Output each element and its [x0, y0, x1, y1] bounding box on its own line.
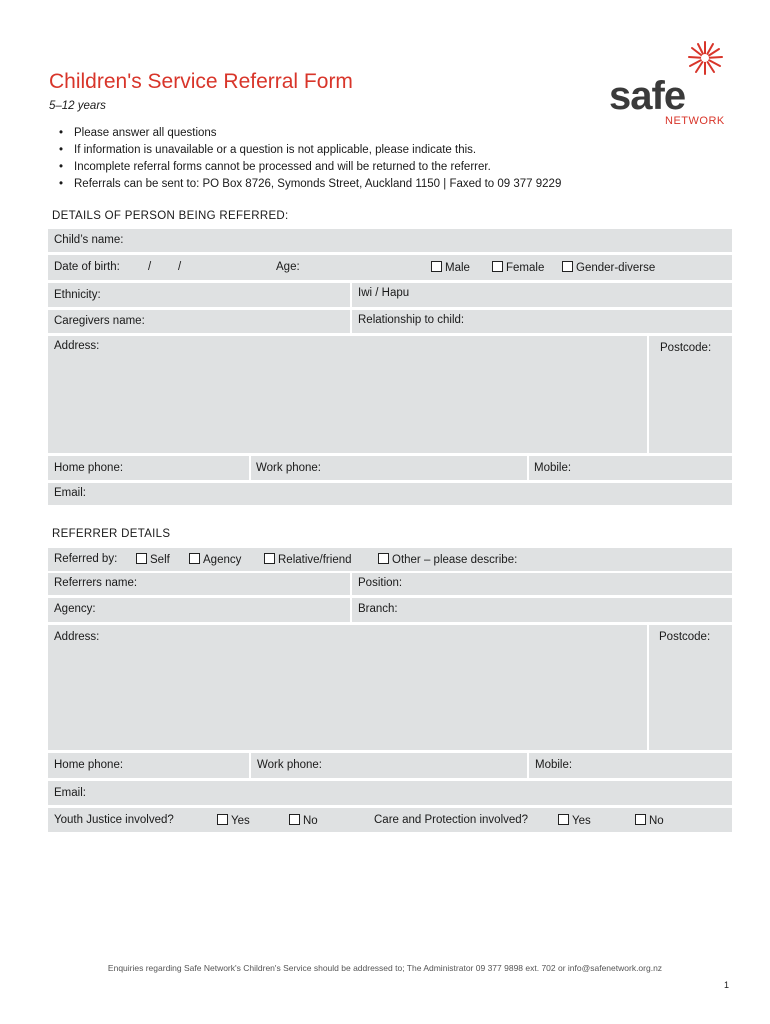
cell-divider: [350, 598, 352, 622]
home-phone-label: Home phone:: [54, 759, 124, 771]
referrer-email-field[interactable]: [48, 781, 732, 805]
instruction-item: • Incomplete referral forms cannot be processed and will be returned to the referrer.: [57, 159, 561, 176]
agency-branch-row: [48, 598, 732, 622]
referred-by-label: Referred by:: [54, 553, 118, 565]
footer-enquiries: Enquiries regarding Safe Network's Children's Service should be addressed to; The Administrator 09 377 9898 ext. 702 or info@safenetwork.org.nz: [107, 963, 663, 973]
involvement-row: [48, 808, 732, 832]
checkbox-icon[interactable]: [136, 553, 147, 564]
checkbox-icon[interactable]: [378, 553, 389, 564]
email-label: Email:: [54, 487, 86, 499]
iwi-label: Iwi / Hapu: [358, 287, 410, 299]
age-label: Age:: [276, 261, 300, 273]
instruction-item: • Referrals can be sent to: PO Box 8726, Symonds Street, Auckland 1150 | Faxed to 09 377 9229: [57, 176, 561, 193]
cell-divider: [249, 753, 251, 778]
section-heading-referrer: REFERRER DETAILS: [52, 528, 171, 540]
gender-diverse-option[interactable]: Gender-diverse: [562, 261, 655, 274]
checkbox-icon[interactable]: [264, 553, 275, 564]
checkbox-icon[interactable]: [558, 814, 569, 825]
youth-justice-no-option[interactable]: No: [289, 814, 318, 827]
care-protection-no-option[interactable]: No: [635, 814, 664, 827]
email-field[interactable]: [48, 483, 732, 505]
section-heading-person: DETAILS OF PERSON BEING REFERRED:: [52, 210, 289, 222]
postcode-label: Postcode:: [659, 631, 711, 643]
cell-divider: [527, 456, 529, 480]
branch-label: Branch:: [358, 603, 398, 615]
cell-divider: [647, 625, 649, 750]
cell-divider: [350, 283, 352, 307]
youth-justice-label: Youth Justice involved?: [54, 814, 174, 826]
age-range-subtitle: 5–12 years: [49, 100, 106, 112]
caregivers-label: Caregivers name:: [54, 315, 145, 327]
mobile-label: Mobile:: [534, 462, 572, 474]
checkbox-icon[interactable]: [189, 553, 200, 564]
email-label: Email:: [54, 787, 86, 799]
referred-self-option[interactable]: Self: [136, 553, 170, 566]
checkbox-icon[interactable]: [431, 261, 442, 272]
safe-network-logo: [605, 36, 735, 131]
ethnicity-iwi-row: [48, 283, 732, 307]
youth-justice-yes-option[interactable]: Yes: [217, 814, 250, 827]
caregivers-row: [48, 310, 732, 333]
relationship-label: Relationship to child:: [358, 314, 465, 326]
instruction-item: • Please answer all questions: [57, 125, 561, 142]
dob-age-gender-row: [48, 255, 732, 280]
address-block[interactable]: [48, 336, 732, 453]
mobile-label: Mobile:: [535, 759, 573, 771]
work-phone-label: Work phone:: [257, 759, 322, 771]
referrer-phones-row: [48, 753, 732, 778]
cell-divider: [350, 573, 352, 595]
care-protection-label: Care and Protection involved?: [374, 814, 529, 826]
referrers-name-label: Referrers name:: [54, 577, 138, 589]
field-label: Child’s name:: [54, 234, 124, 246]
checkbox-icon[interactable]: [289, 814, 300, 825]
referred-relative-option[interactable]: Relative/friend: [264, 553, 352, 566]
cell-divider: [249, 456, 251, 480]
ethnicity-label: Ethnicity:: [54, 289, 101, 301]
checkbox-icon[interactable]: [492, 261, 503, 272]
gender-female-option[interactable]: Female: [492, 261, 544, 274]
position-label: Position:: [358, 577, 403, 589]
gender-male-option[interactable]: Male: [431, 261, 470, 274]
work-phone-label: Work phone:: [256, 462, 321, 474]
checkbox-icon[interactable]: [635, 814, 646, 825]
referred-by-row: [48, 548, 732, 571]
page-number: 1: [724, 980, 730, 990]
logo-network-text: NETWORK: [665, 115, 725, 127]
cell-divider: [527, 753, 529, 778]
care-protection-yes-option[interactable]: Yes: [558, 814, 591, 827]
checkbox-icon[interactable]: [217, 814, 228, 825]
childs-name-field[interactable]: [48, 229, 732, 252]
logo-wordmark: safe: [609, 74, 686, 118]
phones-row: [48, 456, 732, 480]
dob-separator: /: [178, 261, 182, 273]
postcode-label: Postcode:: [660, 342, 712, 354]
referrer-address-block[interactable]: [48, 625, 732, 750]
address-label: Address:: [54, 340, 100, 352]
home-phone-label: Home phone:: [54, 462, 124, 474]
dob-label: Date of birth:: [54, 261, 120, 273]
cell-divider: [350, 310, 352, 333]
referred-other-option[interactable]: Other – please describe:: [378, 553, 517, 566]
dob-separator: /: [148, 261, 152, 273]
cell-divider: [647, 336, 649, 453]
instruction-item: • If information is unavailable or a question is not applicable, please indicate this.: [57, 142, 561, 159]
referrer-name-row: [48, 573, 732, 595]
page-title: Children's Service Referral Form: [49, 70, 353, 93]
instructions-list: [57, 125, 561, 193]
agency-label: Agency:: [54, 603, 96, 615]
address-label: Address:: [54, 631, 100, 643]
checkbox-icon[interactable]: [562, 261, 573, 272]
referred-agency-option[interactable]: Agency: [189, 553, 241, 566]
